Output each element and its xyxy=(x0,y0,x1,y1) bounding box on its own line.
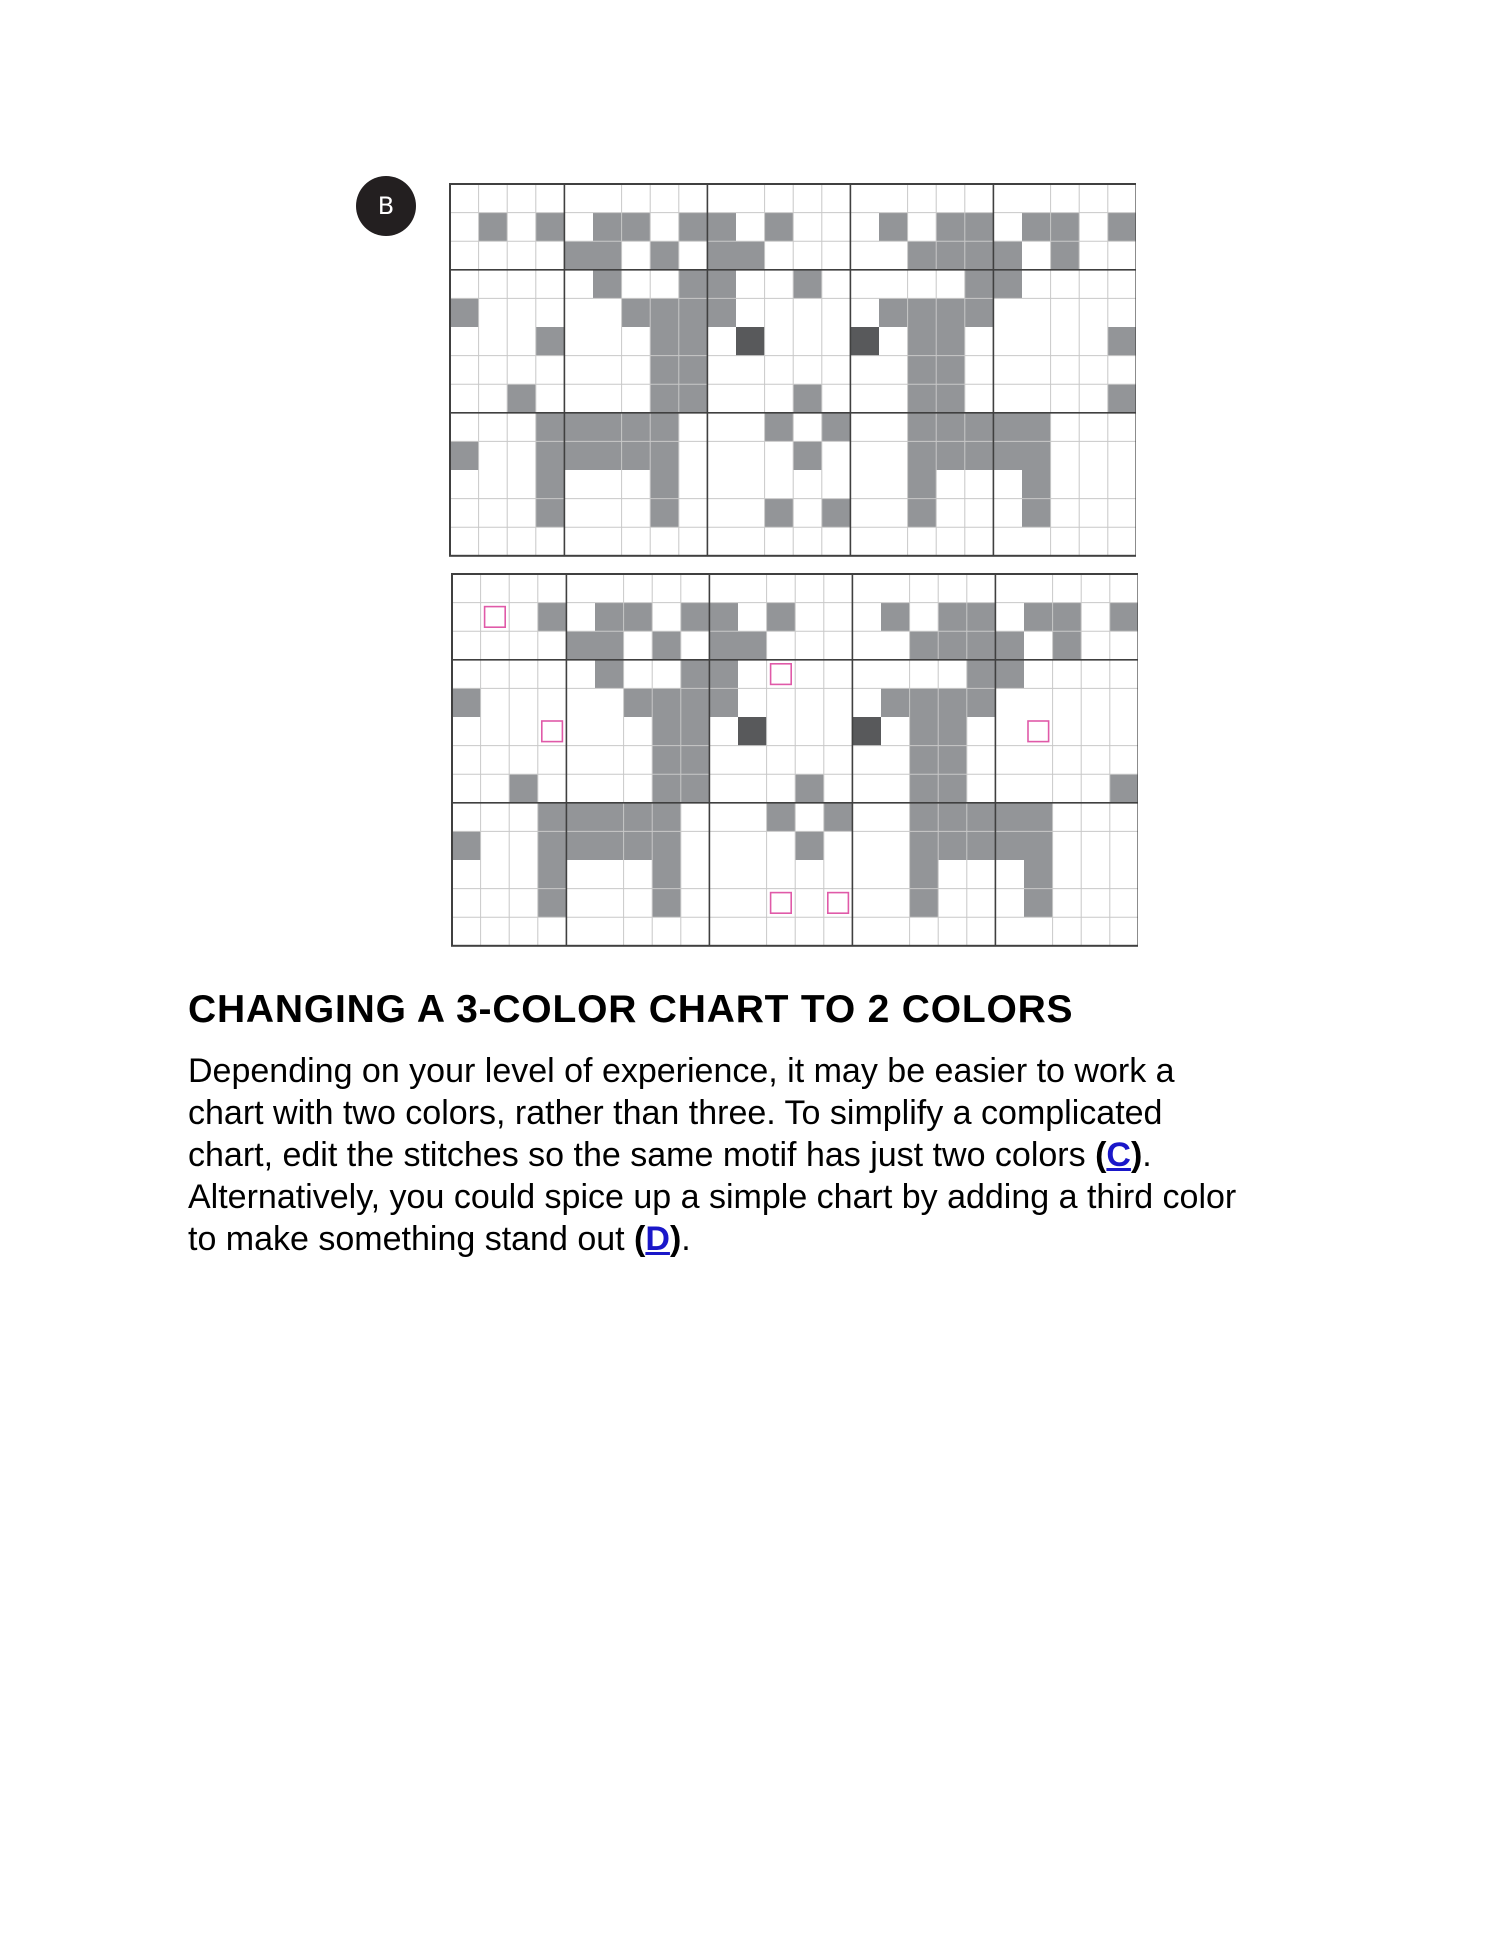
main-color-stitch xyxy=(795,774,824,803)
main-color-stitch xyxy=(765,499,794,528)
main-color-stitch xyxy=(593,241,622,270)
main-color-stitch xyxy=(650,384,679,413)
main-color-stitch xyxy=(479,213,508,242)
main-color-stitch xyxy=(1022,499,1051,528)
main-color-stitch xyxy=(965,441,994,470)
main-color-stitch xyxy=(965,213,994,242)
main-color-stitch xyxy=(881,688,910,717)
main-color-stitch xyxy=(965,298,994,327)
main-color-stitch xyxy=(536,441,565,470)
main-color-stitch xyxy=(910,774,939,803)
main-color-stitch xyxy=(650,470,679,499)
main-color-stitch xyxy=(593,270,622,299)
main-color-stitch xyxy=(910,889,939,918)
main-color-stitch xyxy=(910,631,939,660)
main-color-stitch xyxy=(652,831,681,860)
main-color-stitch xyxy=(595,660,624,689)
main-color-stitch xyxy=(910,717,939,746)
main-color-stitch xyxy=(564,441,593,470)
main-color-stitch xyxy=(995,803,1024,832)
body-line: chart, edit the stitches so the same motif has just two colors (C). xyxy=(188,1136,1152,1174)
main-color-stitch xyxy=(624,803,653,832)
main-color-stitch xyxy=(993,441,1022,470)
main-color-stitch xyxy=(910,831,939,860)
section-heading: CHANGING A 3-COLOR CHART TO 2 COLORS xyxy=(188,988,1074,1031)
main-color-stitch xyxy=(679,270,708,299)
main-color-stitch xyxy=(995,660,1024,689)
main-color-stitch xyxy=(595,803,624,832)
main-color-stitch xyxy=(679,356,708,385)
main-color-stitch xyxy=(793,441,822,470)
main-color-stitch xyxy=(995,831,1024,860)
main-color-stitch xyxy=(650,327,679,356)
main-color-stitch xyxy=(566,631,595,660)
main-color-stitch xyxy=(593,213,622,242)
main-color-stitch xyxy=(1110,774,1138,803)
main-color-stitch xyxy=(679,327,708,356)
main-color-stitch xyxy=(938,603,967,632)
accent-color-stitch xyxy=(736,327,765,356)
main-color-stitch xyxy=(624,603,653,632)
main-color-stitch xyxy=(936,241,965,270)
main-color-stitch xyxy=(709,603,738,632)
main-color-stitch xyxy=(938,746,967,775)
main-color-stitch xyxy=(967,688,996,717)
body-line: chart with two colors, rather than three. To simplify a complicated xyxy=(188,1094,1163,1132)
main-color-stitch xyxy=(652,889,681,918)
main-color-stitch xyxy=(536,413,565,442)
main-color-stitch xyxy=(709,631,738,660)
body-line-text: chart, edit the stitches so the same motif has just two colors xyxy=(188,1136,1096,1174)
main-color-stitch xyxy=(622,213,651,242)
main-color-stitch xyxy=(652,803,681,832)
main-color-stitch xyxy=(767,603,796,632)
main-color-stitch xyxy=(936,441,965,470)
figure-ref-c: (C) xyxy=(1095,1136,1143,1174)
main-color-stitch xyxy=(793,270,822,299)
main-color-stitch xyxy=(450,441,479,470)
main-color-stitch xyxy=(993,413,1022,442)
chart-three-color-marked xyxy=(450,572,1138,948)
main-color-stitch xyxy=(1051,213,1080,242)
main-color-stitch xyxy=(509,774,538,803)
main-color-stitch xyxy=(624,688,653,717)
main-color-stitch xyxy=(622,298,651,327)
main-color-stitch xyxy=(593,441,622,470)
main-color-stitch xyxy=(566,803,595,832)
main-color-stitch xyxy=(936,413,965,442)
main-color-stitch xyxy=(595,603,624,632)
main-color-stitch xyxy=(650,241,679,270)
main-color-stitch xyxy=(822,413,851,442)
main-color-stitch xyxy=(908,384,937,413)
main-color-stitch xyxy=(707,270,736,299)
main-color-stitch xyxy=(707,298,736,327)
main-color-stitch xyxy=(908,241,937,270)
main-color-stitch xyxy=(681,717,710,746)
main-color-stitch xyxy=(767,803,796,832)
main-color-stitch xyxy=(1022,441,1051,470)
main-color-stitch xyxy=(536,470,565,499)
main-color-stitch xyxy=(679,384,708,413)
figure-ref-d: (D) xyxy=(634,1220,682,1258)
main-color-stitch xyxy=(936,327,965,356)
main-color-stitch xyxy=(709,688,738,717)
main-color-stitch xyxy=(738,631,767,660)
accent-color-stitch xyxy=(738,717,767,746)
main-color-stitch xyxy=(938,631,967,660)
main-color-stitch xyxy=(1053,631,1082,660)
main-color-stitch xyxy=(910,860,939,889)
main-color-stitch xyxy=(595,831,624,860)
main-color-stitch xyxy=(1108,213,1136,242)
main-color-stitch xyxy=(1110,603,1138,632)
main-color-stitch xyxy=(1022,213,1051,242)
main-color-stitch xyxy=(993,270,1022,299)
main-color-stitch xyxy=(908,413,937,442)
main-color-stitch xyxy=(908,470,937,499)
main-color-stitch xyxy=(452,688,481,717)
main-color-stitch xyxy=(622,413,651,442)
main-color-stitch xyxy=(507,384,536,413)
main-color-stitch xyxy=(1053,603,1082,632)
main-color-stitch xyxy=(881,603,910,632)
main-color-stitch xyxy=(967,803,996,832)
main-color-stitch xyxy=(1108,327,1136,356)
figure-label-badge: B xyxy=(356,176,416,236)
main-color-stitch xyxy=(538,831,567,860)
main-color-stitch xyxy=(910,746,939,775)
main-color-stitch xyxy=(681,660,710,689)
main-color-stitch xyxy=(993,241,1022,270)
main-color-stitch xyxy=(624,831,653,860)
main-color-stitch xyxy=(652,631,681,660)
main-color-stitch xyxy=(709,660,738,689)
main-color-stitch xyxy=(965,241,994,270)
main-color-stitch xyxy=(765,413,794,442)
main-color-stitch xyxy=(538,889,567,918)
main-color-stitch xyxy=(965,270,994,299)
main-color-stitch xyxy=(908,298,937,327)
main-color-stitch xyxy=(450,298,479,327)
main-color-stitch xyxy=(967,631,996,660)
main-color-stitch xyxy=(908,441,937,470)
main-color-stitch xyxy=(1024,860,1053,889)
main-color-stitch xyxy=(1024,803,1053,832)
main-color-stitch xyxy=(967,660,996,689)
main-color-stitch xyxy=(652,774,681,803)
main-color-stitch xyxy=(650,499,679,528)
accent-color-stitch xyxy=(852,717,881,746)
main-color-stitch xyxy=(652,717,681,746)
main-color-stitch xyxy=(650,298,679,327)
accent-color-stitch xyxy=(850,327,879,356)
body-paragraph xyxy=(188,1050,1428,1260)
main-color-stitch xyxy=(822,499,851,528)
main-color-stitch xyxy=(652,860,681,889)
main-color-stitch xyxy=(1051,241,1080,270)
main-color-stitch xyxy=(593,413,622,442)
main-color-stitch xyxy=(536,499,565,528)
main-color-stitch xyxy=(1108,384,1136,413)
main-color-stitch xyxy=(879,213,908,242)
main-color-stitch xyxy=(795,831,824,860)
main-color-stitch xyxy=(681,774,710,803)
main-color-stitch xyxy=(938,774,967,803)
main-color-stitch xyxy=(967,603,996,632)
main-color-stitch xyxy=(652,746,681,775)
main-color-stitch xyxy=(566,831,595,860)
main-color-stitch xyxy=(910,803,939,832)
main-color-stitch xyxy=(879,298,908,327)
main-color-stitch xyxy=(936,298,965,327)
main-color-stitch xyxy=(1022,413,1051,442)
main-color-stitch xyxy=(824,803,853,832)
main-color-stitch xyxy=(564,413,593,442)
main-color-stitch xyxy=(679,298,708,327)
main-color-stitch xyxy=(936,356,965,385)
main-color-stitch xyxy=(538,860,567,889)
main-color-stitch xyxy=(765,213,794,242)
figure-link-d[interactable]: D xyxy=(645,1220,670,1258)
main-color-stitch xyxy=(936,213,965,242)
main-color-stitch xyxy=(938,831,967,860)
main-color-stitch xyxy=(908,499,937,528)
main-color-stitch xyxy=(650,413,679,442)
main-color-stitch xyxy=(536,327,565,356)
body-line: to make something stand out (D). xyxy=(188,1220,691,1258)
main-color-stitch xyxy=(650,356,679,385)
main-color-stitch xyxy=(452,831,481,860)
main-color-stitch xyxy=(1024,889,1053,918)
main-color-stitch xyxy=(965,413,994,442)
chart-three-color xyxy=(448,182,1136,558)
main-color-stitch xyxy=(1022,470,1051,499)
body-line: Depending on your level of experience, it may be easier to work a xyxy=(188,1052,1175,1090)
main-color-stitch xyxy=(707,213,736,242)
main-color-stitch xyxy=(936,384,965,413)
main-color-stitch xyxy=(652,688,681,717)
body-line-text: to make something stand out xyxy=(188,1220,635,1258)
body-line: Alternatively, you could spice up a simple chart by adding a third color xyxy=(188,1178,1237,1216)
main-color-stitch xyxy=(622,441,651,470)
main-color-stitch xyxy=(908,327,937,356)
main-color-stitch xyxy=(681,688,710,717)
main-color-stitch xyxy=(538,803,567,832)
main-color-stitch xyxy=(707,241,736,270)
main-color-stitch xyxy=(650,441,679,470)
main-color-stitch xyxy=(681,746,710,775)
main-color-stitch xyxy=(967,831,996,860)
main-color-stitch xyxy=(736,241,765,270)
main-color-stitch xyxy=(938,717,967,746)
main-color-stitch xyxy=(908,356,937,385)
main-color-stitch xyxy=(536,213,565,242)
main-color-stitch xyxy=(1024,831,1053,860)
figure-link-c[interactable]: C xyxy=(1106,1136,1131,1174)
main-color-stitch xyxy=(938,688,967,717)
main-color-stitch xyxy=(995,631,1024,660)
main-color-stitch xyxy=(538,603,567,632)
main-color-stitch xyxy=(1024,603,1053,632)
main-color-stitch xyxy=(595,631,624,660)
main-color-stitch xyxy=(679,213,708,242)
main-color-stitch xyxy=(910,688,939,717)
main-color-stitch xyxy=(938,803,967,832)
main-color-stitch xyxy=(793,384,822,413)
main-color-stitch xyxy=(681,603,710,632)
main-color-stitch xyxy=(564,241,593,270)
